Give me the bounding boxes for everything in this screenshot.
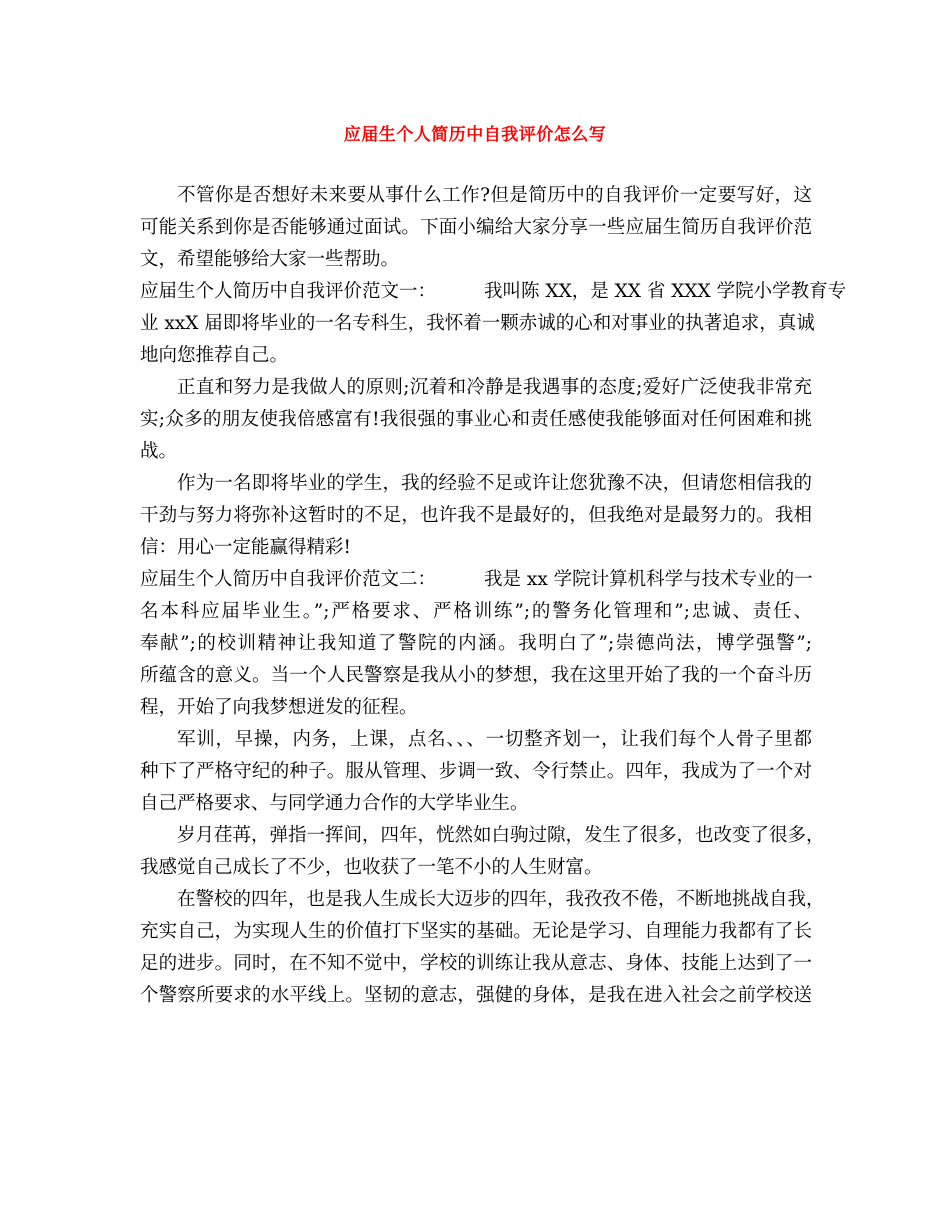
paragraph-line: 可能关系到你是否能够通过面试。下面小编给大家分享一些应届生简历自我评价范 [140, 217, 812, 238]
paragraph-line: 文，希望能够给大家一些帮助。 [140, 249, 400, 270]
document-title: 应届生个人简历中自我评价怎么写 [343, 125, 607, 145]
paragraph-line: 自己严格要求、与同学通力合作的大学毕业生。 [140, 793, 529, 814]
paragraph-line: 在警校的四年，也是我人生成长大迈步的四年，我孜孜不倦，不断地挑战自我， [177, 889, 825, 910]
paragraph-line: 我叫陈 XX，是 XX 省 XXX 学院小学教育专 [484, 281, 847, 302]
paragraph-line: 岁月荏苒，弹指一挥间，四年，恍然如白驹过隙，发生了很多，也改变了很多， [177, 825, 825, 846]
paragraph-line: 种下了严格守纪的种子。服从管理、步调一致、令行禁止。四年，我成为了一个对 [140, 761, 812, 782]
paragraph-line: 个警察所要求的水平线上。坚韧的意志，强健的身体，是我在进入社会之前学校送 [140, 985, 812, 1006]
paragraph-line: 奉献”;的校训精神让我知道了警院的内涵。我明白了”;崇德尚法，博学强警”; [140, 633, 812, 654]
paragraph-line: 业 xxX 届即将毕业的一名专科生，我怀着一颗赤诚的心和对事业的执著追求，真诚 [140, 313, 815, 334]
paragraph-line: 军训，早操，内务，上课，点名、、、一切整齐划一，让我们每个人骨子里都 [177, 729, 812, 750]
paragraph-line: 我是 xx 学院计算机科学与技术专业的一 [484, 569, 813, 590]
paragraph-line: 正直和努力是我做人的原则;沉着和冷静是我遇事的态度;爱好广泛使我非常充 [177, 377, 812, 398]
paragraph-line: 程，开始了向我梦想迸发的征程。 [140, 697, 418, 718]
sample-heading: 应届生个人简历中自我评价范文一： [140, 281, 437, 302]
paragraph-line: 作为一名即将毕业的学生，我的经验不足或许让您犹豫不决，但请您相信我的 [177, 473, 812, 494]
document-body [140, 180, 847, 1012]
sample-heading: 应届生个人简历中自我评价范文二： [140, 569, 437, 590]
paragraph-line: 干劲与努力将弥补这暂时的不足，也许我不是最好的，但我绝对是最努力的。我相 [140, 505, 812, 526]
paragraph-line: 实;众多的朋友使我倍感富有!我很强的事业心和责任感使我能够面对任何困难和挑 [140, 409, 812, 430]
paragraph-line: 地向您推荐自己。 [140, 345, 289, 366]
paragraph-line: 不管你是否想好未来要从事什么工作?但是简历中的自我评价一定要写好，这 [177, 185, 812, 206]
sample-heading-line [140, 564, 812, 596]
paragraph-line: 名本科应届毕业生。”;严格要求、严格训练”;的警务化管理和”;忠诚、责任、 [140, 601, 812, 622]
paragraph-line: 信：用心一定能赢得精彩! [140, 537, 351, 558]
paragraph-line: 所蕴含的意义。当一个人民警察是我从小的梦想，我在这里开始了我的一个奋斗历 [140, 665, 812, 686]
paragraph-line: 足的进步。同时，在不知不觉中，学校的训练让我从意志、身体、技能上达到了一 [140, 953, 812, 974]
sample-heading-line [140, 276, 847, 308]
paragraph-line: 充实自己，为实现人生的价值打下坚实的基础。无论是学习、自理能力我都有了长 [140, 921, 812, 942]
paragraph-line: 战。 [140, 441, 178, 462]
paragraph-line: 我感觉自己成长了不少，也收获了一笔不小的人生财富。 [140, 857, 603, 878]
